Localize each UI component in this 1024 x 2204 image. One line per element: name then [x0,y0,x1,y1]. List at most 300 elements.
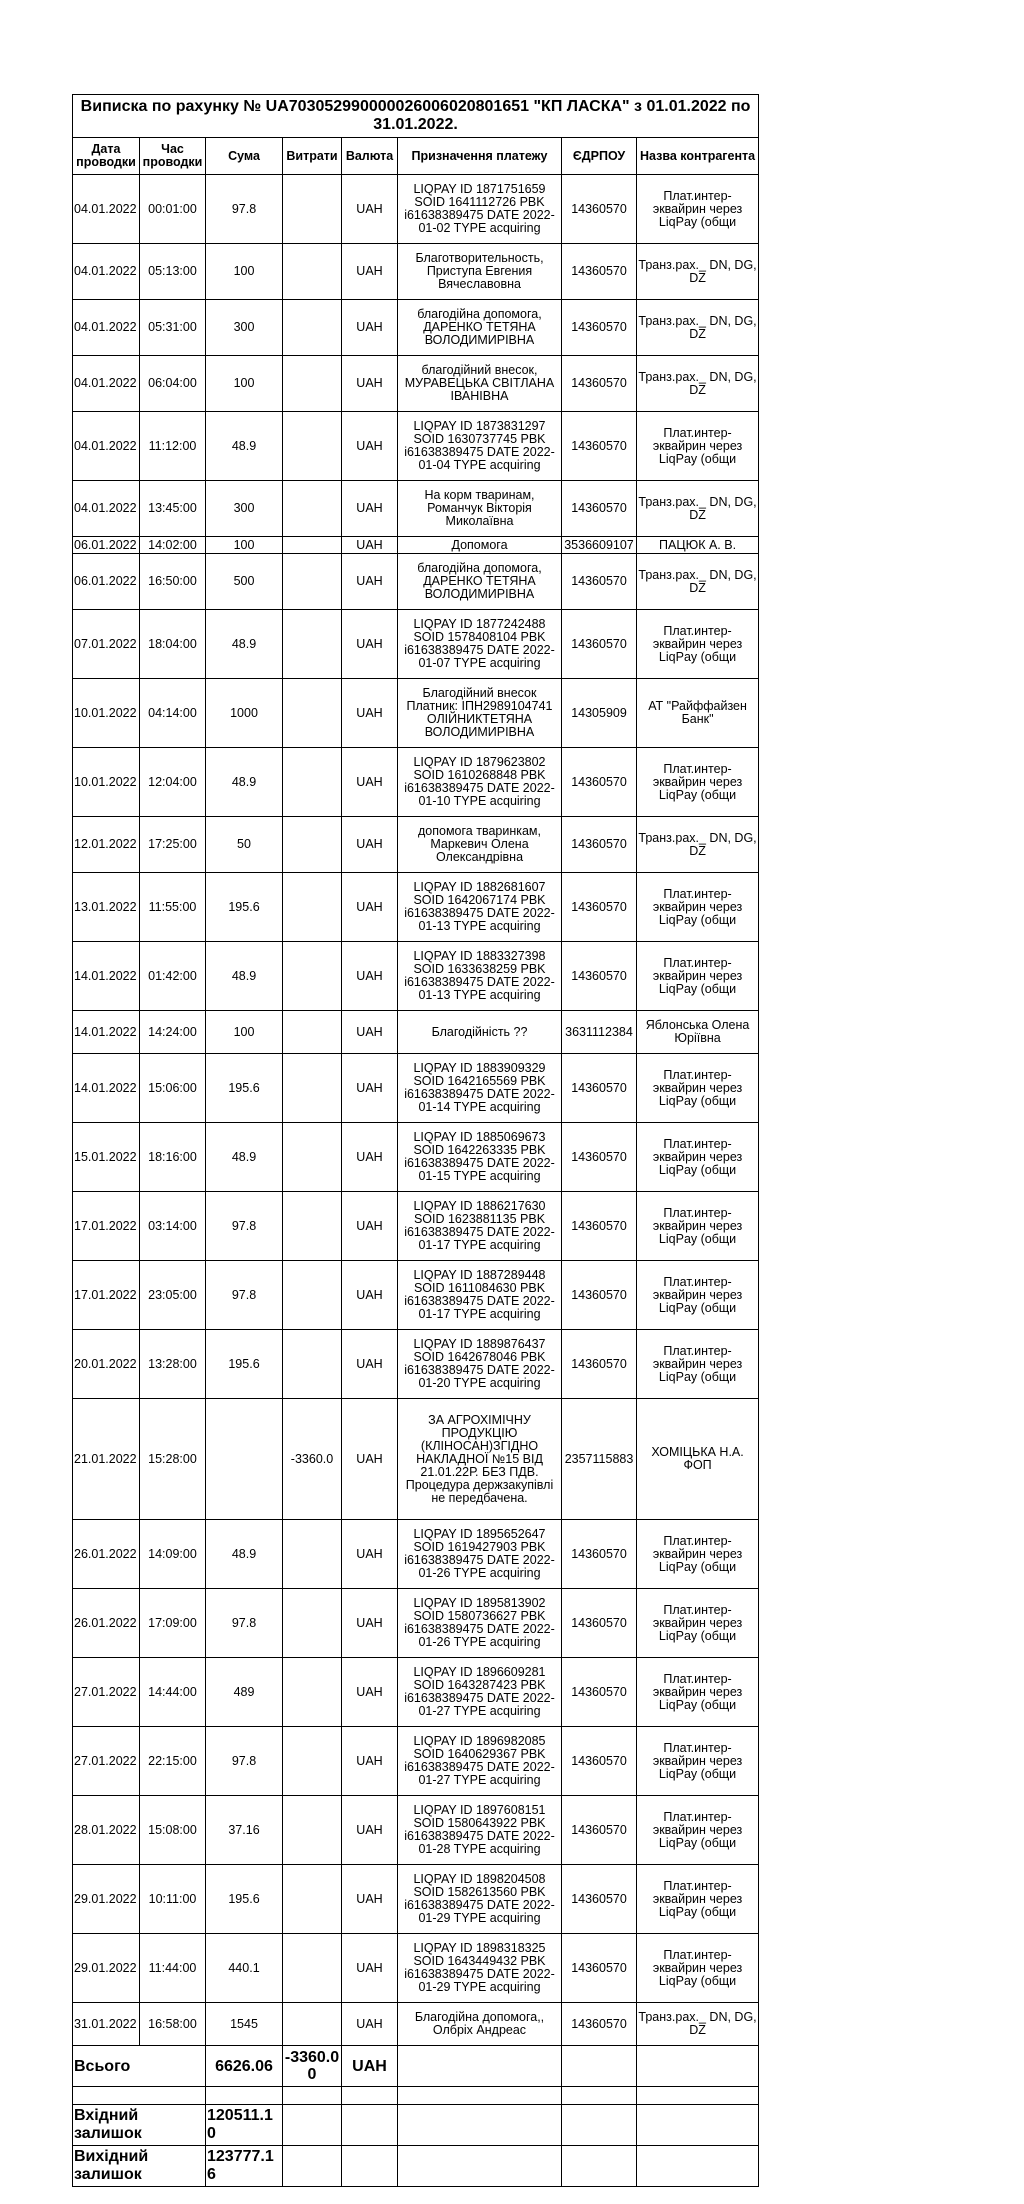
cell-sum: 48.9 [206,610,283,679]
cell-date: 04.01.2022 [73,481,140,537]
totals-currency: UAH [342,2046,398,2087]
cell-currency: UAH [342,942,398,1011]
empty-cell [283,2146,342,2187]
table-row [73,175,759,244]
cell-expenses [283,1865,342,1934]
cell-currency: UAH [342,817,398,873]
cell-date: 06.01.2022 [73,537,140,554]
cell-purpose: Благодійність ?? [398,1011,562,1054]
cell-sum: 48.9 [206,748,283,817]
cell-expenses [283,300,342,356]
cell-sum: 300 [206,481,283,537]
cell-counterparty: Плат.интер-эквайрин через LiqPay (общи [637,1054,759,1123]
cell-time: 22:15:00 [140,1727,206,1796]
cell-currency: UAH [342,1865,398,1934]
table-row [73,356,759,412]
cell-counterparty: Плат.интер-эквайрин через LiqPay (общи [637,610,759,679]
cell-expenses [283,244,342,300]
cell-purpose: LIQPAY ID 1896609281 SOID 1643287423 PBK i6163838947​5 DATE 2022-01-27 TYPE acquiring [398,1658,562,1727]
cell-time: 11:55:00 [140,873,206,942]
cell-counterparty: Плат.интер-эквайрин через LiqPay (общи [637,748,759,817]
cell-purpose: LIQPAY ID 1898318325 SOID 1643449432 PBK i6163838947​5 DATE 2022-01-29 TYPE acquiring [398,1934,562,2003]
statement-table [72,94,759,2187]
cell-purpose: LIQPAY ID 1882681607 SOID 1642067174 PBK i6163838947​5 DATE 2022-01-13 TYPE acquiring [398,873,562,942]
cell-counterparty: Плат.интер-эквайрин через LiqPay (общи [637,1520,759,1589]
table-row [73,748,759,817]
cell-edrpou: 14360570 [562,1934,637,2003]
cell-date: 27.01.2022 [73,1727,140,1796]
cell-sum: 48.9 [206,1520,283,1589]
cell-expenses [283,1520,342,1589]
cell-expenses [283,817,342,873]
cell-time: 01:42:00 [140,942,206,1011]
cell-currency: UAH [342,1589,398,1658]
table-row [73,300,759,356]
cell-expenses [283,175,342,244]
cell-sum: 50 [206,817,283,873]
cell-sum: 100 [206,356,283,412]
empty-cell [398,2046,562,2087]
header-row [73,138,759,175]
cell-time: 03:14:00 [140,1192,206,1261]
table-row [73,817,759,873]
table-row [73,412,759,481]
cell-edrpou: 14360570 [562,873,637,942]
cell-counterparty: Плат.интер-эквайрин через LiqPay (общи [637,1796,759,1865]
cell-counterparty: Плат.интер-эквайрин через LiqPay (общи [637,1658,759,1727]
table-row [73,1054,759,1123]
col-header-currency: Валюта [342,138,398,175]
cell-date: 26.01.2022 [73,1589,140,1658]
cell-currency: UAH [342,537,398,554]
cell-date: 29.01.2022 [73,1934,140,2003]
cell-sum: 1000 [206,679,283,748]
cell-purpose: LIQPAY ID 1887289448 SOID 1611084630 PBK i6163838947​5 DATE 2022-01-17 TYPE acquiring [398,1261,562,1330]
empty-cell [342,2146,398,2187]
cell-sum: 100 [206,244,283,300]
spacer-row [73,2087,759,2105]
cell-sum: 1545 [206,2003,283,2046]
table-row [73,610,759,679]
empty-cell [342,2105,398,2146]
cell-edrpou: 14360570 [562,2003,637,2046]
cell-currency: UAH [342,1399,398,1520]
cell-purpose: благодійна допомога, ДАРЕНКО ТЕТЯНА ВОЛОДИМИРІВНА [398,300,562,356]
cell-sum: 440.1 [206,1934,283,2003]
col-header-purpose: Призначення платежу [398,138,562,175]
cell-date: 20.01.2022 [73,1330,140,1399]
cell-time: 11:12:00 [140,412,206,481]
cell-currency: UAH [342,554,398,610]
cell-expenses [283,2003,342,2046]
cell-counterparty: Плат.интер-эквайрин через LiqPay (общи [637,1192,759,1261]
totals-expenses: -3360.00 [283,2046,342,2087]
cell-date: 14.01.2022 [73,1054,140,1123]
closing-balance-label: Вихідний залишок [73,2146,206,2187]
cell-currency: UAH [342,679,398,748]
cell-time: 13:45:00 [140,481,206,537]
cell-currency: UAH [342,1727,398,1796]
cell-date: 04.01.2022 [73,356,140,412]
cell-date: 10.01.2022 [73,748,140,817]
cell-date: 15.01.2022 [73,1123,140,1192]
table-row [73,1658,759,1727]
totals-sum: 6626.06 [206,2046,283,2087]
cell-purpose: благодійний внесок, МУРАВЕЦЬКА СВІТЛАНА ІВАНІВНА [398,356,562,412]
cell-counterparty: Плат.интер-эквайрин через LiqPay (общи [637,1123,759,1192]
cell-expenses [283,610,342,679]
cell-counterparty: Яблонська Олена Юріївна [637,1011,759,1054]
closing-balance-row [73,2146,759,2187]
cell-currency: UAH [342,1261,398,1330]
cell-currency: UAH [342,412,398,481]
cell-currency: UAH [342,1796,398,1865]
cell-edrpou: 14360570 [562,1658,637,1727]
cell-currency: UAH [342,2003,398,2046]
cell-purpose: благодійна допомога, ДАРЕНКО ТЕТЯНА ВОЛОДИМИРІВНА [398,554,562,610]
cell-sum: 100 [206,1011,283,1054]
col-header-sum: Сума [206,138,283,175]
closing-balance-value: 123777.16 [206,2146,283,2187]
cell-date: 10.01.2022 [73,679,140,748]
cell-purpose: LIQPAY ID 1883909329 SOID 1642165569 PBK i6163838947​5 DATE 2022-01-14 TYPE acquiring [398,1054,562,1123]
cell-counterparty: Транз.рах._ DN, DG, DZ [637,481,759,537]
empty-cell [398,2105,562,2146]
cell-expenses [283,1011,342,1054]
cell-edrpou: 14360570 [562,817,637,873]
table-row [73,2003,759,2046]
table-row [73,1192,759,1261]
cell-time: 15:06:00 [140,1054,206,1123]
cell-edrpou: 14360570 [562,1865,637,1934]
cell-counterparty: Плат.интер-эквайрин через LiqPay (общи [637,942,759,1011]
table-row [73,873,759,942]
table-row [73,942,759,1011]
opening-balance-label: Вхідний залишок [73,2105,206,2146]
cell-edrpou: 3631112384 [562,1011,637,1054]
col-header-date: Дата проводки [73,138,140,175]
cell-time: 16:58:00 [140,2003,206,2046]
cell-time: 11:44:00 [140,1934,206,2003]
cell-edrpou: 14360570 [562,554,637,610]
cell-currency: UAH [342,1123,398,1192]
cell-edrpou: 2357115883 [562,1399,637,1520]
cell-date: 26.01.2022 [73,1520,140,1589]
cell-edrpou: 14360570 [562,1330,637,1399]
cell-expenses [283,1192,342,1261]
cell-purpose: LIQPAY ID 1873831297 SOID 1630737745 PBK i6163838947​5 DATE 2022-01-04 TYPE acquiring [398,412,562,481]
cell-purpose: ЗА АГРОХІМІЧНУ ПРОДУКЦІЮ (КЛІНОСАН)ЗГІДНО НАКЛАДНОЇ №15 ВІД 21.01.22Р. БЕЗ ПДВ. Процедура держзакупівлі не передбачена. [398,1399,562,1520]
cell-time: 18:16:00 [140,1123,206,1192]
cell-date: 06.01.2022 [73,554,140,610]
cell-counterparty: Транз.рах._ DN, DG, DZ [637,554,759,610]
cell-date: 29.01.2022 [73,1865,140,1934]
cell-expenses [283,1727,342,1796]
cell-purpose: LIQPAY ID 1871751659 SOID 1641112726 PBK i6163838947​5 DATE 2022-01-02 TYPE acquiring [398,175,562,244]
cell-time: 00:01:00 [140,175,206,244]
cell-edrpou: 14360570 [562,1054,637,1123]
cell-edrpou: 14360570 [562,1192,637,1261]
cell-currency: UAH [342,481,398,537]
cell-sum: 195.6 [206,1054,283,1123]
summary-body [73,2046,759,2187]
cell-purpose: допомога тваринкам, Маркевич Олена Олександрівна [398,817,562,873]
empty-cell [562,2087,637,2105]
cell-sum: 195.6 [206,1865,283,1934]
cell-expenses [283,1796,342,1865]
cell-purpose: LIQPAY ID 1895813902 SOID 1580736627 PBK i6163838947​5 DATE 2022-01-26 TYPE acquiring [398,1589,562,1658]
empty-cell [637,2105,759,2146]
cell-purpose: LIQPAY ID 1898204508 SOID 1582613560 PBK i6163838947​5 DATE 2022-01-29 TYPE acquiring [398,1865,562,1934]
cell-date: 04.01.2022 [73,175,140,244]
cell-counterparty: Плат.интер-эквайрин через LiqPay (общи [637,412,759,481]
opening-balance-value: 120511.10 [206,2105,283,2146]
cell-currency: UAH [342,1658,398,1727]
cell-currency: UAH [342,748,398,817]
cell-sum: 97.8 [206,1192,283,1261]
cell-expenses [283,748,342,817]
empty-cell [283,2087,342,2105]
cell-expenses [283,412,342,481]
cell-edrpou: 14360570 [562,1123,637,1192]
cell-counterparty: Плат.интер-эквайрин через LiqPay (общи [637,1934,759,2003]
cell-sum: 195.6 [206,873,283,942]
cell-edrpou: 14360570 [562,481,637,537]
totals-row [73,2046,759,2087]
empty-cell [562,2146,637,2187]
statement-title: Виписка по рахунку № UA703052990000026006020801651 "КП ЛАСКА" з 01.01.2022 по 31.01.2022. [73,95,759,138]
empty-cell [562,2105,637,2146]
cell-sum: 300 [206,300,283,356]
cell-date: 07.01.2022 [73,610,140,679]
cell-counterparty: ПАЦЮК А. В. [637,537,759,554]
cell-edrpou: 3536609107 [562,537,637,554]
cell-date: 28.01.2022 [73,1796,140,1865]
cell-time: 15:08:00 [140,1796,206,1865]
cell-counterparty: Транз.рах._ DN, DG, DZ [637,356,759,412]
cell-sum: 100 [206,537,283,554]
cell-edrpou: 14360570 [562,1727,637,1796]
cell-purpose: LIQPAY ID 1883327398 SOID 1633638259 PBK i6163838947​5 DATE 2022-01-13 TYPE acquiring [398,942,562,1011]
table-row [73,1330,759,1399]
opening-balance-row [73,2105,759,2146]
cell-purpose: Благодійна допомога,, Олбріх Андреас [398,2003,562,2046]
cell-edrpou: 14360570 [562,1261,637,1330]
cell-currency: UAH [342,1330,398,1399]
cell-sum: 48.9 [206,1123,283,1192]
cell-purpose: Благодійний внесок Платник: ІПН2989104741 ОЛІЙНИКТЕТЯНА ВОЛОДИМИРІВНА [398,679,562,748]
cell-sum: 500 [206,554,283,610]
cell-sum: 195.6 [206,1330,283,1399]
cell-date: 27.01.2022 [73,1658,140,1727]
cell-sum: 97.8 [206,1589,283,1658]
cell-sum: 97.8 [206,1261,283,1330]
cell-purpose: LIQPAY ID 1889876437 SOID 1642678046 PBK i6163838947​5 DATE 2022-01-20 TYPE acquiring [398,1330,562,1399]
cell-expenses: -3360.0 [283,1399,342,1520]
cell-sum: 489 [206,1658,283,1727]
cell-expenses [283,1330,342,1399]
empty-cell [206,2087,283,2105]
cell-counterparty: Транз.рах._ DN, DG, DZ [637,817,759,873]
cell-counterparty: Транз.рах._ DN, DG, DZ [637,2003,759,2046]
table-row [73,537,759,554]
cell-time: 05:13:00 [140,244,206,300]
cell-purpose: LIQPAY ID 1886217630 SOID 1623881135 PBK i6163838947​5 DATE 2022-01-17 TYPE acquiring [398,1192,562,1261]
cell-edrpou: 14360570 [562,244,637,300]
table-row [73,1261,759,1330]
cell-time: 06:04:00 [140,356,206,412]
cell-currency: UAH [342,356,398,412]
col-header-counterparty: Назва контрагента [637,138,759,175]
cell-expenses [283,1261,342,1330]
cell-date: 04.01.2022 [73,300,140,356]
cell-counterparty: Плат.интер-эквайрин через LiqPay (общи [637,1727,759,1796]
cell-counterparty: Плат.интер-эквайрин через LiqPay (общи [637,1865,759,1934]
cell-counterparty: Плат.интер-эквайрин через LiqPay (общи [637,175,759,244]
cell-counterparty: Плат.интер-эквайрин через LiqPay (общи [637,1261,759,1330]
cell-expenses [283,1123,342,1192]
cell-currency: UAH [342,1011,398,1054]
cell-date: 13.01.2022 [73,873,140,942]
cell-expenses [283,1934,342,2003]
cell-expenses [283,679,342,748]
cell-time: 14:09:00 [140,1520,206,1589]
cell-currency: UAH [342,1520,398,1589]
table-row [73,1865,759,1934]
table-row [73,679,759,748]
cell-time: 16:50:00 [140,554,206,610]
table-row [73,1934,759,2003]
cell-purpose: На корм тваринам, Романчук Вікторія Миколаївна [398,481,562,537]
cell-currency: UAH [342,610,398,679]
cell-time: 05:31:00 [140,300,206,356]
cell-currency: UAH [342,1054,398,1123]
cell-date: 04.01.2022 [73,412,140,481]
cell-edrpou: 14360570 [562,610,637,679]
cell-expenses [283,481,342,537]
cell-expenses [283,942,342,1011]
cell-purpose: LIQPAY ID 1897608151 SOID 1580643922 PBK i6163838947​5 DATE 2022-01-28 TYPE acquiring [398,1796,562,1865]
col-header-expenses: Витрати [283,138,342,175]
cell-currency: UAH [342,1934,398,2003]
empty-cell [398,2087,562,2105]
table-row [73,1399,759,1520]
table-row [73,1796,759,1865]
cell-counterparty: АТ "Райффайзен Банк" [637,679,759,748]
cell-counterparty: Плат.интер-эквайрин через LiqPay (общи [637,1330,759,1399]
transactions-body [73,175,759,2046]
cell-counterparty: ХОМІЦЬКА Н.А. ФОП [637,1399,759,1520]
cell-counterparty: Плат.интер-эквайрин через LiqPay (общи [637,873,759,942]
col-header-time: Час проводки [140,138,206,175]
cell-date: 14.01.2022 [73,942,140,1011]
cell-currency: UAH [342,244,398,300]
cell-counterparty: Транз.рах._ DN, DG, DZ [637,244,759,300]
title-row [73,95,759,138]
cell-currency: UAH [342,300,398,356]
cell-time: 23:05:00 [140,1261,206,1330]
table-row [73,1123,759,1192]
table-row [73,1011,759,1054]
cell-date: 14.01.2022 [73,1011,140,1054]
cell-edrpou: 14360570 [562,356,637,412]
cell-purpose: LIQPAY ID 1877242488 SOID 1578408104 PBK i6163838947​5 DATE 2022-01-07 TYPE acquiring [398,610,562,679]
cell-currency: UAH [342,175,398,244]
cell-time: 18:04:00 [140,610,206,679]
cell-date: 17.01.2022 [73,1261,140,1330]
account-statement [72,94,758,2187]
cell-date: 21.01.2022 [73,1399,140,1520]
table-row [73,481,759,537]
empty-cell [637,2087,759,2105]
cell-purpose: LIQPAY ID 1879623802 SOID 1610268848 PBK i6163838947​5 DATE 2022-01-10 TYPE acquiring [398,748,562,817]
cell-counterparty: Плат.интер-эквайрин через LiqPay (общи [637,1589,759,1658]
cell-purpose: LIQPAY ID 1895652647 SOID 1619427903 PBK i6163838947​5 DATE 2022-01-26 TYPE acquiring [398,1520,562,1589]
cell-purpose: Благотворительность, Приступа Евгения Вячеславовна [398,244,562,300]
empty-cell [637,2046,759,2087]
cell-edrpou: 14360570 [562,1796,637,1865]
cell-expenses [283,873,342,942]
cell-edrpou: 14360570 [562,412,637,481]
cell-expenses [283,1589,342,1658]
cell-time: 17:09:00 [140,1589,206,1658]
table-row [73,244,759,300]
empty-cell [637,2146,759,2187]
cell-date: 17.01.2022 [73,1192,140,1261]
cell-time: 14:02:00 [140,537,206,554]
cell-time: 17:25:00 [140,817,206,873]
empty-cell [73,2087,206,2105]
cell-purpose: LIQPAY ID 1896982085 SOID 1640629367 PBK i6163838947​5 DATE 2022-01-27 TYPE acquiring [398,1727,562,1796]
cell-currency: UAH [342,1192,398,1261]
cell-sum: 97.8 [206,1727,283,1796]
cell-currency: UAH [342,873,398,942]
cell-edrpou: 14305909 [562,679,637,748]
cell-purpose: LIQPAY ID 1885069673 SOID 1642263335 PBK i6163838947​5 DATE 2022-01-15 TYPE acquiring [398,1123,562,1192]
cell-edrpou: 14360570 [562,1589,637,1658]
cell-edrpou: 14360570 [562,175,637,244]
cell-counterparty: Транз.рах._ DN, DG, DZ [637,300,759,356]
table-row [73,1520,759,1589]
cell-purpose: Допомога [398,537,562,554]
cell-expenses [283,356,342,412]
cell-edrpou: 14360570 [562,300,637,356]
cell-edrpou: 14360570 [562,748,637,817]
cell-date: 04.01.2022 [73,244,140,300]
totals-label: Всього [73,2046,206,2087]
empty-cell [398,2146,562,2187]
cell-time: 14:24:00 [140,1011,206,1054]
cell-time: 15:28:00 [140,1399,206,1520]
col-header-edrpou: ЄДРПОУ [562,138,637,175]
cell-expenses [283,1658,342,1727]
cell-expenses [283,1054,342,1123]
cell-time: 04:14:00 [140,679,206,748]
cell-edrpou: 14360570 [562,1520,637,1589]
cell-edrpou: 14360570 [562,942,637,1011]
empty-cell [562,2046,637,2087]
empty-cell [283,2105,342,2146]
cell-time: 12:04:00 [140,748,206,817]
cell-time: 10:11:00 [140,1865,206,1934]
cell-date: 31.01.2022 [73,2003,140,2046]
cell-time: 14:44:00 [140,1658,206,1727]
empty-cell [342,2087,398,2105]
cell-sum: 97.8 [206,175,283,244]
cell-sum: 48.9 [206,942,283,1011]
cell-expenses [283,537,342,554]
cell-date: 12.01.2022 [73,817,140,873]
